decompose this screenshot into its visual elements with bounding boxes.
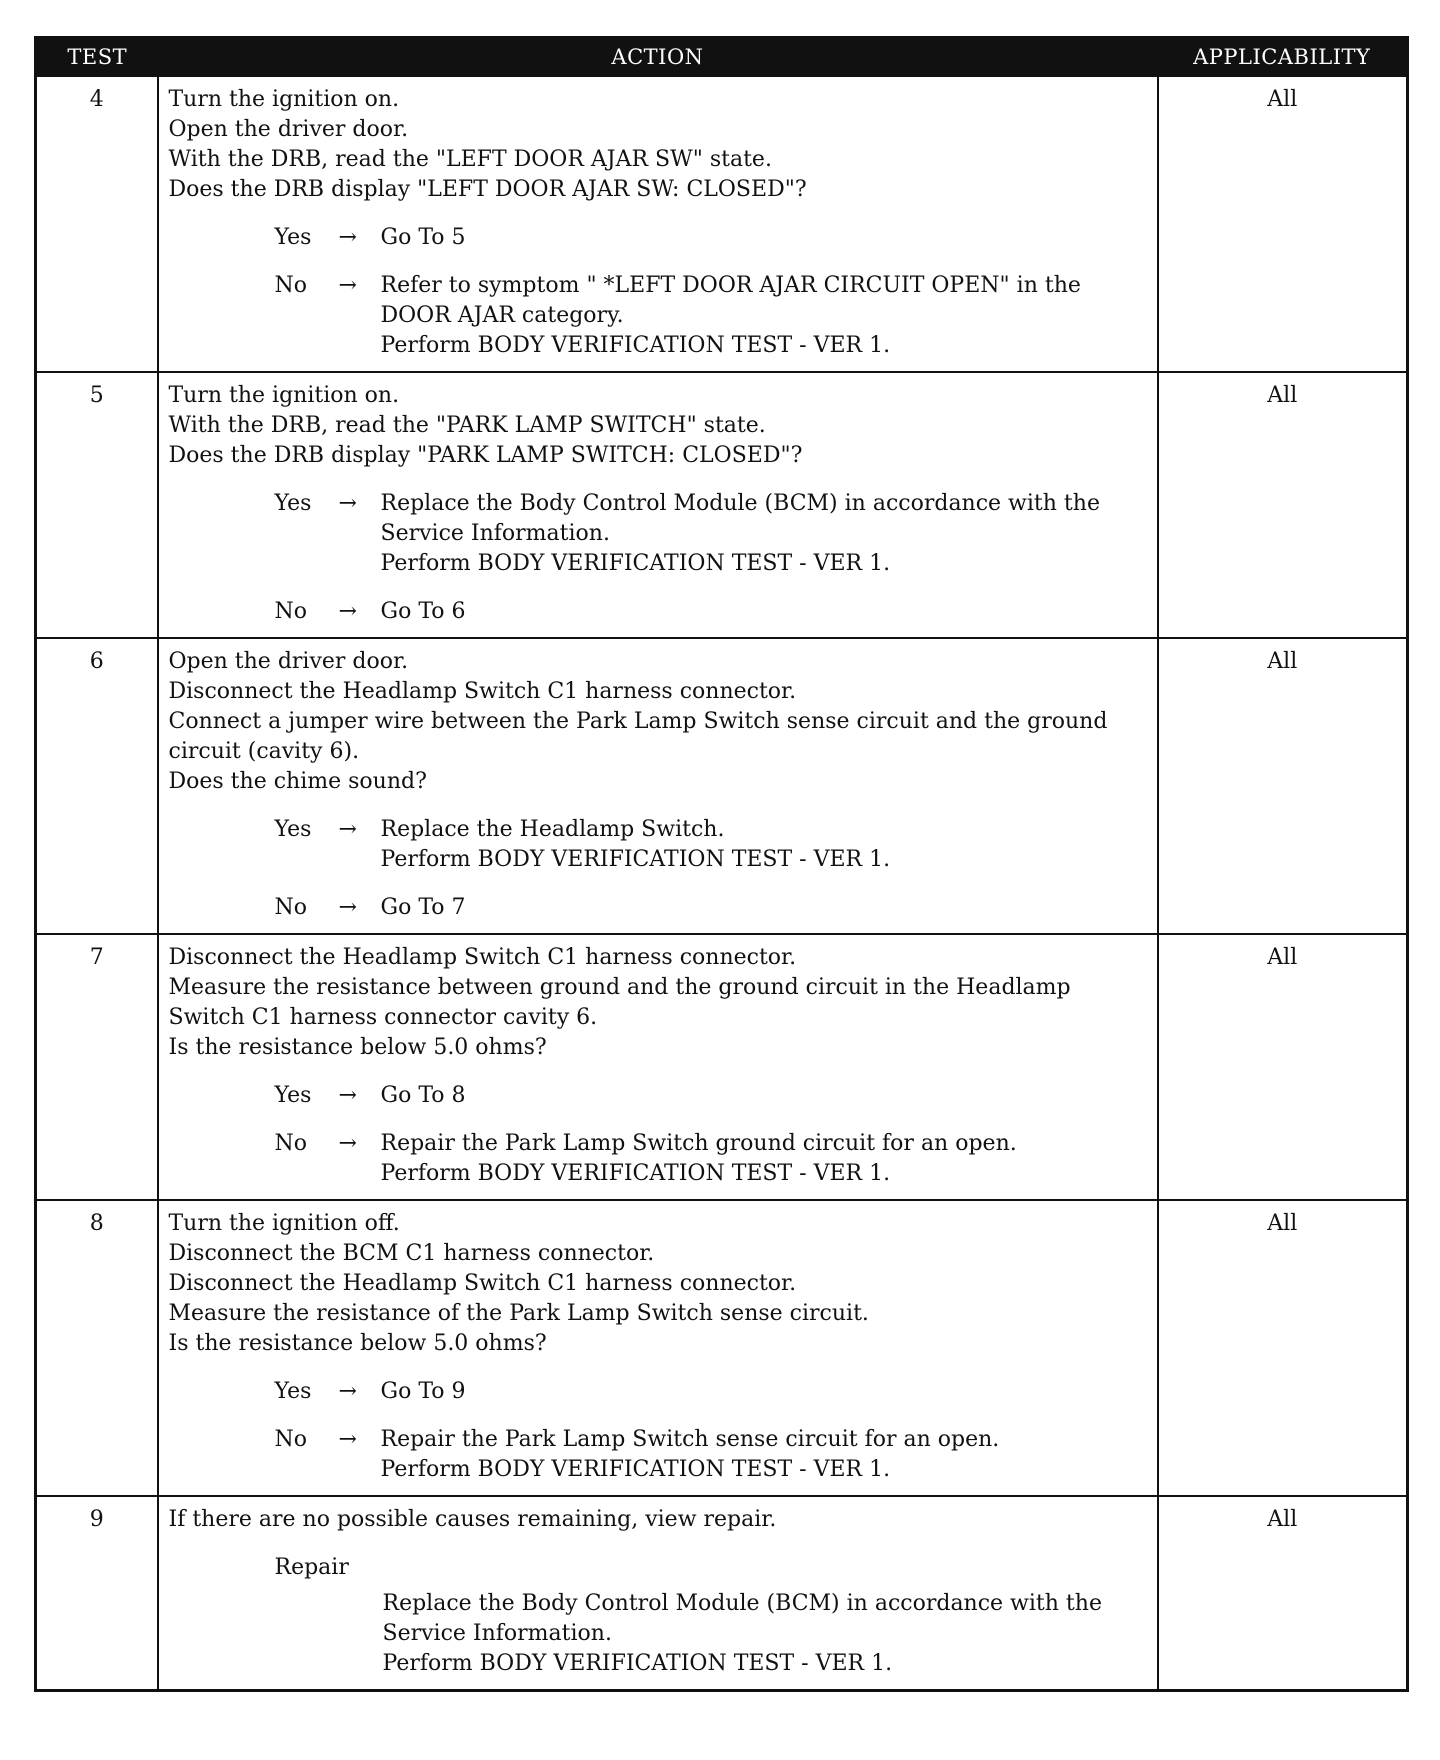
yes-result [381, 1377, 1149, 1407]
no-label: No [274, 273, 307, 298]
yes-result-line: Replace the Headlamp Switch. [380, 817, 725, 842]
action-steps [169, 647, 1149, 797]
yes-branch [169, 223, 1149, 253]
repair-result [383, 1589, 1149, 1679]
applicability-value: All [1158, 76, 1408, 372]
no-branch [169, 271, 1149, 361]
arrow-icon: → [338, 1131, 357, 1156]
header-action: ACTION [158, 38, 1158, 77]
action-step: Is the resistance below 5.0 ohms? [168, 1035, 547, 1060]
arrow-icon: → [338, 491, 357, 516]
action-step: Turn the ignition on. [168, 383, 400, 408]
diagnostic-test-table [34, 36, 1409, 1692]
arrow-icon: → [338, 225, 357, 250]
no-label: No [274, 895, 307, 920]
test-number: 7 [36, 934, 158, 1200]
arrow-icon: → [338, 1427, 357, 1452]
no-label: No [274, 1131, 307, 1156]
yes-label: Yes [274, 1083, 312, 1108]
arrow-icon: → [338, 817, 357, 842]
action-cell [158, 638, 1158, 934]
action-step: Does the DRB display "PARK LAMP SWITCH: CLOSED"? [168, 443, 803, 468]
no-result [381, 1425, 1149, 1485]
header-test: TEST [36, 38, 158, 77]
yes-result [381, 815, 1149, 875]
no-branch [169, 1425, 1149, 1485]
applicability-value: All [1158, 1200, 1408, 1496]
table-header-row [36, 38, 1408, 77]
action-step: Disconnect the Headlamp Switch C1 harness connector. [168, 945, 797, 970]
arrow-icon: → [338, 895, 357, 920]
repair-result-line: Service Information. [382, 1621, 612, 1646]
arrow-icon: → [338, 1083, 357, 1108]
table-body [36, 76, 1408, 1691]
yes-result-line: Replace the Body Control Module (BCM) in accordance with the [380, 491, 1100, 516]
action-steps [169, 943, 1149, 1063]
yes-result [381, 223, 1149, 253]
table-row [36, 76, 1408, 372]
no-result-line: DOOR AJAR category. [380, 303, 624, 328]
action-step: If there are no possible causes remaining, view repair. [168, 1507, 777, 1532]
action-cell [158, 372, 1158, 638]
header-applicability: APPLICABILITY [1158, 38, 1408, 77]
yes-result [381, 1081, 1149, 1111]
test-number: 8 [36, 1200, 158, 1496]
no-result [381, 271, 1149, 361]
action-step: Open the driver door. [168, 117, 409, 142]
no-result [381, 1129, 1149, 1189]
applicability-value: All [1158, 372, 1408, 638]
action-steps [169, 1505, 1149, 1535]
action-step: Is the resistance below 5.0 ohms? [168, 1331, 547, 1356]
no-result-line: Perform BODY VERIFICATION TEST - VER 1. [380, 1161, 891, 1186]
table-row [36, 1200, 1408, 1496]
action-step: With the DRB, read the "PARK LAMP SWITCH" state. [168, 413, 766, 438]
action-step: Disconnect the Headlamp Switch C1 harness connector. [168, 1271, 797, 1296]
yes-result-line: Perform BODY VERIFICATION TEST - VER 1. [380, 551, 891, 576]
arrow-icon: → [338, 1379, 357, 1404]
test-number: 6 [36, 638, 158, 934]
no-result [381, 893, 1149, 923]
action-step: Disconnect the BCM C1 harness connector. [168, 1241, 655, 1266]
no-branch [169, 597, 1149, 627]
no-label: No [274, 599, 307, 624]
no-branch [169, 893, 1149, 923]
no-result-line: Refer to symptom " *LEFT DOOR AJAR CIRCUIT OPEN" in the [380, 273, 1081, 298]
test-number: 4 [36, 76, 158, 372]
yes-label: Yes [274, 1379, 312, 1404]
action-step: circuit (cavity 6). [168, 739, 360, 764]
action-step: Connect a jumper wire between the Park Lamp Switch sense circuit and the ground [168, 709, 1108, 734]
action-step: Does the DRB display "LEFT DOOR AJAR SW: CLOSED"? [168, 177, 807, 202]
repair-result-line: Replace the Body Control Module (BCM) in accordance with the [382, 1591, 1102, 1616]
no-result-line: Go To 6 [380, 599, 466, 624]
yes-label: Yes [274, 225, 312, 250]
no-label: No [274, 1427, 307, 1452]
yes-label: Yes [274, 817, 312, 842]
yes-branch [169, 1377, 1149, 1407]
action-cell [158, 1496, 1158, 1691]
applicability-value: All [1158, 638, 1408, 934]
action-cell [158, 934, 1158, 1200]
no-result-line: Perform BODY VERIFICATION TEST - VER 1. [380, 333, 891, 358]
yes-branch [169, 1081, 1149, 1111]
action-step: Open the driver door. [168, 649, 409, 674]
action-step: Does the chime sound? [168, 769, 427, 794]
table-row [36, 372, 1408, 638]
arrow-icon: → [338, 599, 357, 624]
action-step: Switch C1 harness connector cavity 6. [168, 1005, 598, 1030]
yes-result-line: Go To 8 [380, 1083, 466, 1108]
arrow-icon: → [338, 273, 357, 298]
action-step: With the DRB, read the "LEFT DOOR AJAR SW" state. [168, 147, 772, 172]
applicability-value: All [1158, 934, 1408, 1200]
repair-result-line: Perform BODY VERIFICATION TEST - VER 1. [382, 1651, 893, 1676]
test-number: 9 [36, 1496, 158, 1691]
no-result-line: Repair the Park Lamp Switch sense circuit for an open. [380, 1427, 1000, 1452]
yes-result-line: Go To 5 [380, 225, 466, 250]
table-row [36, 1496, 1408, 1691]
applicability-value: All [1158, 1496, 1408, 1691]
table-row [36, 934, 1408, 1200]
action-step: Measure the resistance of the Park Lamp Switch sense circuit. [168, 1301, 869, 1326]
no-result-line: Perform BODY VERIFICATION TEST - VER 1. [380, 1457, 891, 1482]
no-result [381, 597, 1149, 627]
yes-branch [169, 489, 1149, 579]
yes-result-line: Perform BODY VERIFICATION TEST - VER 1. [380, 847, 891, 872]
repair-label: Repair [274, 1555, 349, 1580]
yes-result-line: Go To 9 [380, 1379, 466, 1404]
action-step: Measure the resistance between ground and the ground circuit in the Headlamp [168, 975, 1071, 1000]
action-steps [169, 381, 1149, 471]
diagnostic-table-page [34, 36, 1406, 1692]
action-step: Turn the ignition on. [168, 87, 400, 112]
action-steps [169, 1209, 1149, 1359]
action-cell [158, 76, 1158, 372]
action-steps [169, 85, 1149, 205]
action-step: Disconnect the Headlamp Switch C1 harness connector. [168, 679, 797, 704]
table-row [36, 638, 1408, 934]
yes-branch [169, 815, 1149, 875]
no-result-line: Go To 7 [380, 895, 466, 920]
yes-result-line: Service Information. [380, 521, 610, 546]
action-step: Turn the ignition off. [168, 1211, 400, 1236]
no-branch [169, 1129, 1149, 1189]
test-number: 5 [36, 372, 158, 638]
no-result-line: Repair the Park Lamp Switch ground circuit for an open. [380, 1131, 1017, 1156]
action-cell [158, 1200, 1158, 1496]
yes-label: Yes [274, 491, 312, 516]
yes-result [381, 489, 1149, 579]
